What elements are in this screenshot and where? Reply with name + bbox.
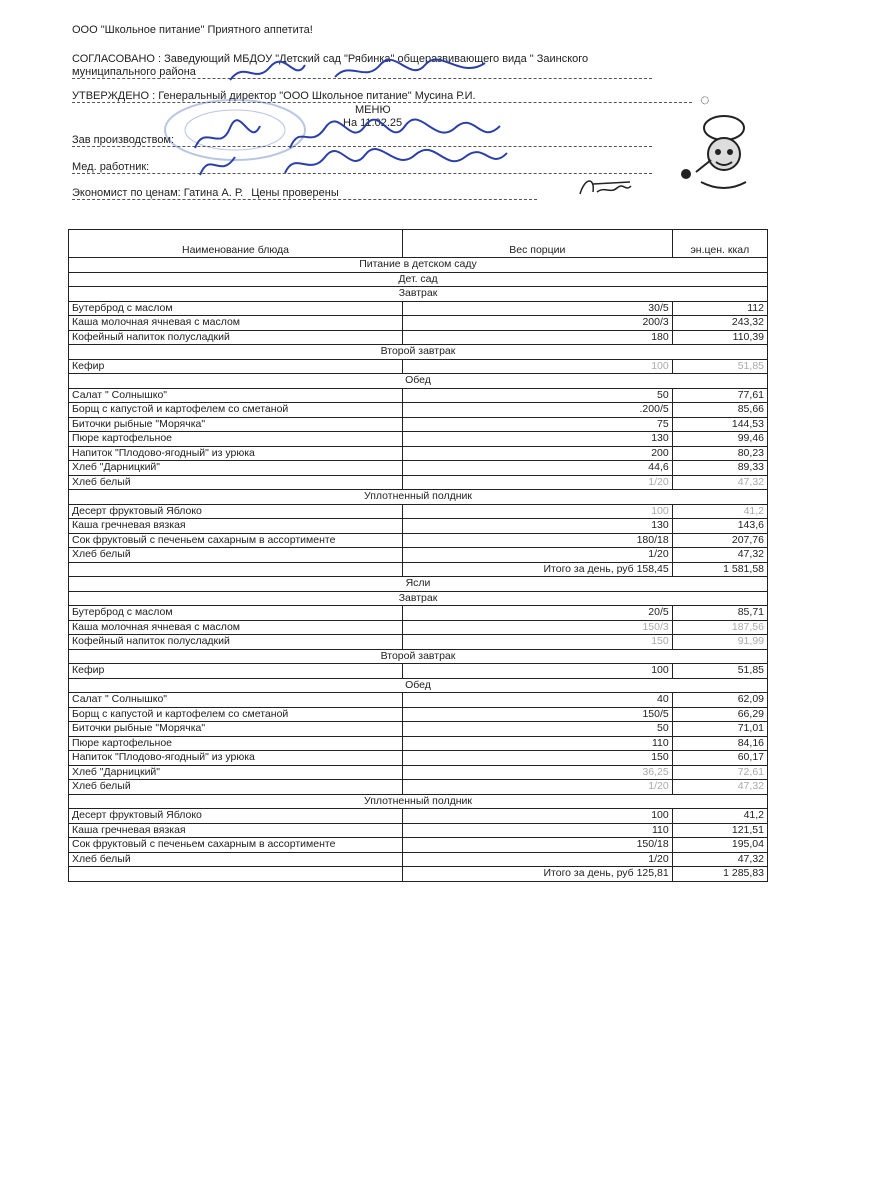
energy-kcal: 110,39: [672, 330, 767, 345]
dish-name: Кефир: [69, 664, 403, 679]
section-row: [69, 678, 768, 693]
menu-date: На 11.02.25: [343, 117, 403, 129]
table-row: [69, 403, 768, 418]
dish-name: Хлеб белый: [69, 780, 403, 795]
dish-name: Десерт фруктовый Яблоко: [69, 809, 403, 824]
portion-weight: 200: [402, 446, 672, 461]
total-row: [69, 867, 768, 882]
dish-name: Биточки рыбные "Морячка": [69, 722, 403, 737]
energy-kcal: 99,46: [672, 432, 767, 447]
total-row: [69, 562, 768, 577]
table-row: [69, 693, 768, 708]
section-row: [69, 287, 768, 302]
table-row: [69, 809, 768, 824]
prices-checked: Цены проверены: [251, 187, 339, 199]
portion-weight: 110: [402, 736, 672, 751]
energy-kcal: 187,56: [672, 620, 767, 635]
total-label: Итого за день, руб 125,81: [402, 867, 672, 882]
energy-kcal: 41,2: [672, 809, 767, 824]
section-row: [69, 649, 768, 664]
table-row: [69, 417, 768, 432]
section-second-breakfast: Второй завтрак: [69, 649, 768, 664]
dish-name: Сок фруктовый с печеньем сахарным в ассортименте: [69, 533, 403, 548]
economist-name: Экономист по ценам: Гатина А. Р.: [72, 187, 244, 199]
dish-name: Пюре картофельное: [69, 736, 403, 751]
dish-name: Десерт фруктовый Яблоко: [69, 504, 403, 519]
table-row: [69, 519, 768, 534]
table-row: [69, 780, 768, 795]
table-row: [69, 301, 768, 316]
signature-economist-icon: [575, 172, 635, 202]
dish-name: Хлеб "Дарницкий": [69, 765, 403, 780]
dish-name: Хлеб "Дарницкий": [69, 461, 403, 476]
section-row: [69, 272, 768, 287]
table-row: [69, 736, 768, 751]
medic-line: Мед. работник:: [72, 161, 652, 174]
total-kcal: 1 581,58: [672, 562, 767, 577]
portion-weight: 50: [402, 388, 672, 403]
table-row: [69, 316, 768, 331]
portion-weight: 100: [402, 809, 672, 824]
dish-name: Бутерброд с маслом: [69, 301, 403, 316]
dish-name: Борщ с капустой и картофелем со сметаной: [69, 403, 403, 418]
energy-kcal: 143,6: [672, 519, 767, 534]
table-row: [69, 461, 768, 476]
energy-kcal: 85,66: [672, 403, 767, 418]
table-row: [69, 620, 768, 635]
header-weight: Вес порции: [402, 230, 672, 258]
energy-kcal: 144,53: [672, 417, 767, 432]
signature-medic-icon: [195, 145, 515, 185]
table-row: [69, 446, 768, 461]
energy-kcal: 71,01: [672, 722, 767, 737]
dish-name: Каша гречневая вязкая: [69, 823, 403, 838]
section-row: [69, 490, 768, 505]
total-empty: [69, 867, 403, 882]
portion-weight: 75: [402, 417, 672, 432]
table-row: [69, 548, 768, 563]
agreed-line-2: муниципального района: [72, 66, 652, 79]
table-row: [69, 359, 768, 374]
section-row: [69, 577, 768, 592]
table-row: [69, 664, 768, 679]
section-kindergarten-group: Дет. сад: [69, 272, 768, 287]
energy-kcal: 72,61: [672, 765, 767, 780]
chef-mascot-icon: [676, 112, 766, 192]
dish-name: Кефир: [69, 359, 403, 374]
section-snack: Уплотненный полдник: [69, 490, 768, 505]
table-header-row: [69, 230, 768, 258]
approved-line: УТВЕРЖДЕНО : Генеральный директор "ООО Школьное питание" Мусина Р.И.: [72, 90, 692, 103]
energy-kcal: 51,85: [672, 664, 767, 679]
portion-weight: 100: [402, 504, 672, 519]
table-row: [69, 707, 768, 722]
portion-weight: 40: [402, 693, 672, 708]
portion-weight: 150/5: [402, 707, 672, 722]
section-row: [69, 258, 768, 273]
dish-name: Сок фруктовый с печеньем сахарным в ассортименте: [69, 838, 403, 853]
table-row: [69, 635, 768, 650]
portion-weight: 1/20: [402, 548, 672, 563]
header-kcal: эн.цен. ккал: [672, 230, 767, 258]
table-row: [69, 722, 768, 737]
dish-name: Салат " Солнышко": [69, 388, 403, 403]
section-row: [69, 345, 768, 360]
table-row: [69, 606, 768, 621]
energy-kcal: 47,32: [672, 548, 767, 563]
table-row: [69, 475, 768, 490]
portion-weight: 44,6: [402, 461, 672, 476]
corner-mark-icon: ◌: [700, 92, 710, 109]
portion-weight: 110: [402, 823, 672, 838]
energy-kcal: 47,32: [672, 475, 767, 490]
table-row: [69, 838, 768, 853]
portion-weight: 100: [402, 359, 672, 374]
energy-kcal: 41,2: [672, 504, 767, 519]
energy-kcal: 66,29: [672, 707, 767, 722]
energy-kcal: 121,51: [672, 823, 767, 838]
agreed-line: СОГЛАСОВАНО : Заведующий МБДОУ "Детский сад "Рябинка" общеразвивающего вида " Заинского: [72, 53, 589, 65]
energy-kcal: 207,76: [672, 533, 767, 548]
table-row: [69, 432, 768, 447]
table-row: [69, 765, 768, 780]
portion-weight: 200/3: [402, 316, 672, 331]
portion-weight: 130: [402, 519, 672, 534]
portion-weight: 36,25: [402, 765, 672, 780]
portion-weight: 1/20: [402, 475, 672, 490]
table-row: [69, 504, 768, 519]
table-row: [69, 533, 768, 548]
dish-name: Напиток "Плодово-ягодный" из урюка: [69, 751, 403, 766]
table-row: [69, 751, 768, 766]
energy-kcal: 84,16: [672, 736, 767, 751]
total-empty: [69, 562, 403, 577]
portion-weight: 150: [402, 751, 672, 766]
section-breakfast: Завтрак: [69, 591, 768, 606]
section-breakfast: Завтрак: [69, 287, 768, 302]
table-row: [69, 388, 768, 403]
energy-kcal: 60,17: [672, 751, 767, 766]
section-row: [69, 374, 768, 389]
table-row: [69, 330, 768, 345]
section-lunch: Обед: [69, 374, 768, 389]
company-line: ООО "Школьное питание" Приятного аппетита!: [72, 24, 313, 36]
portion-weight: 180/18: [402, 533, 672, 548]
energy-kcal: 243,32: [672, 316, 767, 331]
section-row: [69, 794, 768, 809]
total-label: Итого за день, руб 158,45: [402, 562, 672, 577]
energy-kcal: 62,09: [672, 693, 767, 708]
table-row: [69, 852, 768, 867]
signature-agreed-icon: [225, 55, 505, 90]
dish-name: Хлеб белый: [69, 475, 403, 490]
portion-weight: 150/3: [402, 620, 672, 635]
dish-name: Биточки рыбные "Морячка": [69, 417, 403, 432]
dish-name: Хлеб белый: [69, 548, 403, 563]
portion-weight: .200/5: [402, 403, 672, 418]
portion-weight: 1/20: [402, 780, 672, 795]
energy-kcal: 91,99: [672, 635, 767, 650]
portion-weight: 180: [402, 330, 672, 345]
energy-kcal: 80,23: [672, 446, 767, 461]
section-second-breakfast: Второй завтрак: [69, 345, 768, 360]
portion-weight: 100: [402, 664, 672, 679]
section-lunch: Обед: [69, 678, 768, 693]
dish-name: Каша молочная ячневая с маслом: [69, 620, 403, 635]
section-nursery-group: Ясли: [69, 577, 768, 592]
portion-weight: 20/5: [402, 606, 672, 621]
portion-weight: 30/5: [402, 301, 672, 316]
portion-weight: 150/18: [402, 838, 672, 853]
energy-kcal: 112: [672, 301, 767, 316]
economist-underline: [72, 198, 537, 200]
section-snack: Уплотненный полдник: [69, 794, 768, 809]
dish-name: Салат " Солнышко": [69, 693, 403, 708]
section-kindergarten-title: Питание в детском саду: [69, 258, 768, 273]
energy-kcal: 51,85: [672, 359, 767, 374]
energy-kcal: 77,61: [672, 388, 767, 403]
menu-table: [68, 229, 768, 882]
dish-name: Напиток "Плодово-ягодный" из урюка: [69, 446, 403, 461]
menu-title: МЕНЮ: [355, 104, 391, 116]
dish-name: Бутерброд с маслом: [69, 606, 403, 621]
total-kcal: 1 285,83: [672, 867, 767, 882]
dish-name: Кофейный напиток полусладкий: [69, 635, 403, 650]
energy-kcal: 47,32: [672, 852, 767, 867]
header-dish: Наименование блюда: [69, 230, 403, 258]
energy-kcal: 195,04: [672, 838, 767, 853]
dish-name: Борщ с капустой и картофелем со сметаной: [69, 707, 403, 722]
energy-kcal: 85,71: [672, 606, 767, 621]
portion-weight: 50: [402, 722, 672, 737]
portion-weight: 150: [402, 635, 672, 650]
energy-kcal: 47,32: [672, 780, 767, 795]
dish-name: Хлеб белый: [69, 852, 403, 867]
dish-name: Пюре картофельное: [69, 432, 403, 447]
dish-name: Каша молочная ячневая с маслом: [69, 316, 403, 331]
dish-name: Кофейный напиток полусладкий: [69, 330, 403, 345]
production-head-line: Зав производством:: [72, 134, 652, 147]
table-row: [69, 823, 768, 838]
portion-weight: 1/20: [402, 852, 672, 867]
dish-name: Каша гречневая вязкая: [69, 519, 403, 534]
section-row: [69, 591, 768, 606]
energy-kcal: 89,33: [672, 461, 767, 476]
portion-weight: 130: [402, 432, 672, 447]
